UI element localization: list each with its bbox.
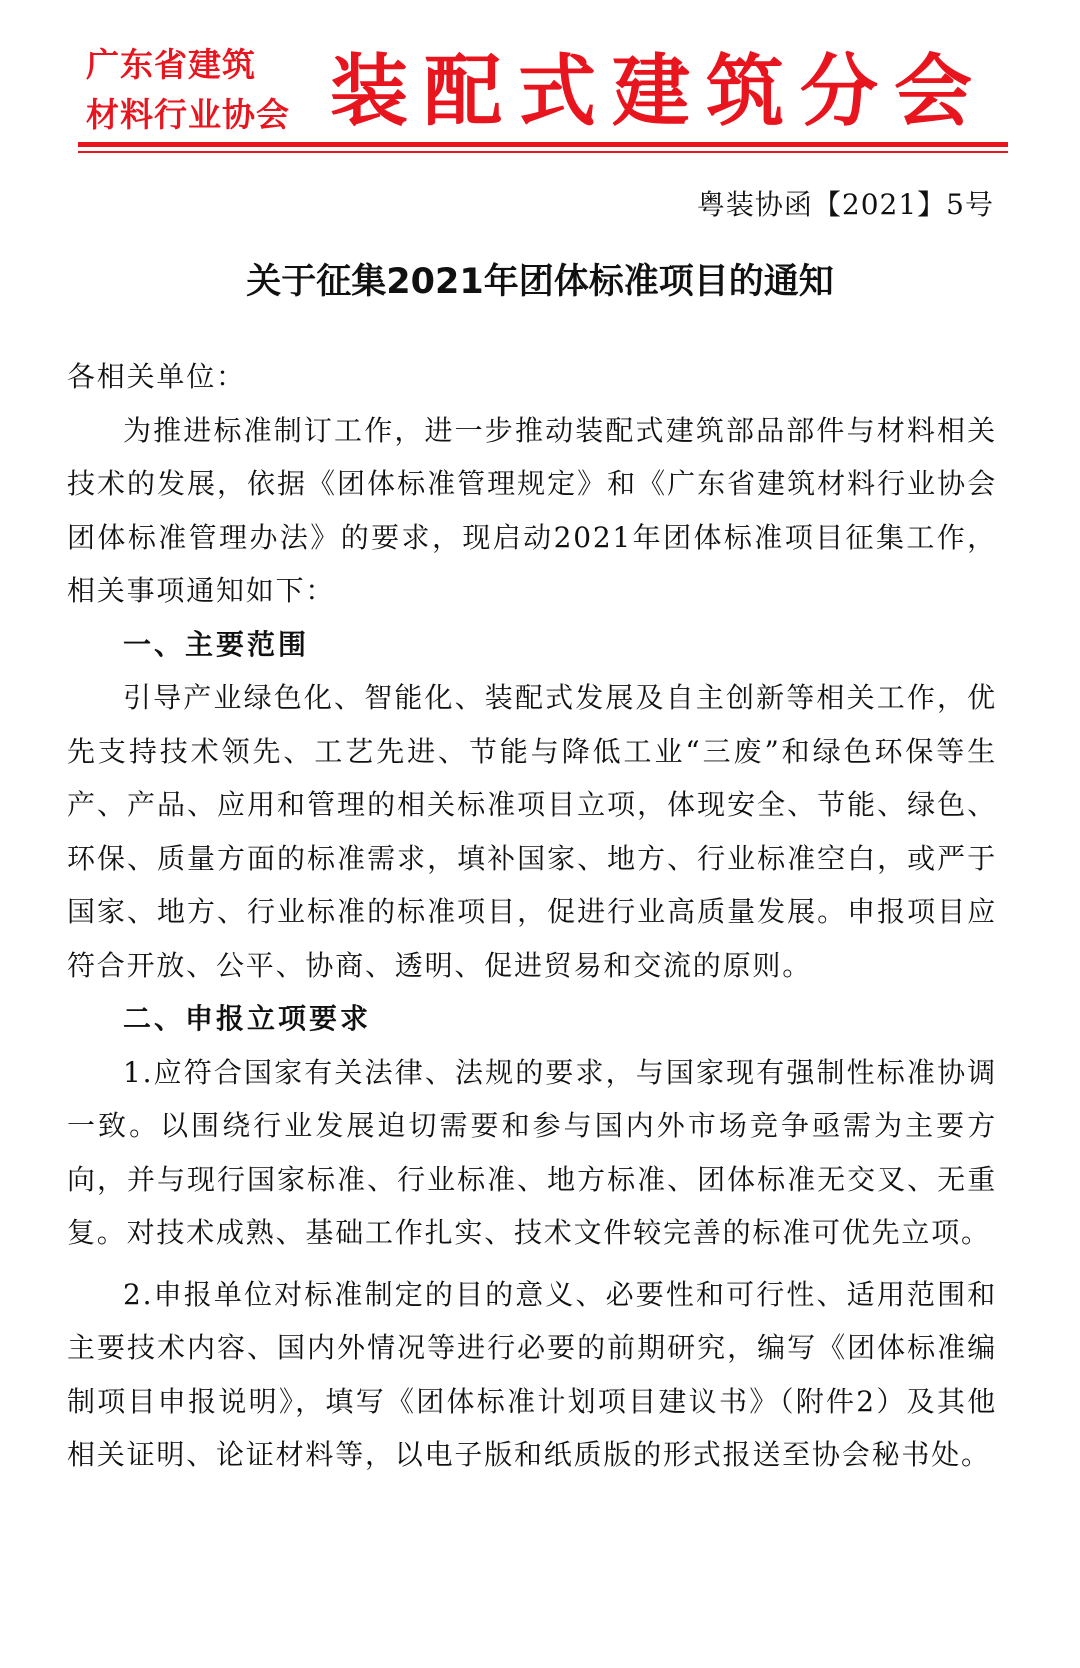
letterhead-org-line2: 材料行业协会 — [86, 95, 290, 134]
letterhead-branch: 装配式建筑分会 — [330, 47, 989, 137]
intro-paragraph: 为推进标准制订工作，进一步推动装配式建筑部品部件与材料相关技术的发展，依据《团体标准管理规定》和《广东省建筑材料行业协会团体标准管理办法》的要求，现启动2021年团体标准项目征集工作，相关事项通知如下： — [67, 413, 997, 607]
letterhead-rule-thick — [78, 142, 1008, 147]
document-body — [67, 350, 997, 1482]
letterhead-org — [86, 40, 326, 140]
document-number: 粤装协函【2021】5号 — [696, 188, 994, 221]
letterhead-org-line1: 广东省建筑 — [86, 45, 256, 84]
section2-item2: 2.申报单位对标准制定的目的意义、必要性和可行性、适用范围和主要技术内容、国内外情况等进行必要的前期研究，编写《团体标准编制项目申报说明》，填写《团体标准计划项目建议书》（附件2）及其他相关证明、论证材料等，以电子版和纸质版的形式报送至协会秘书处。 — [67, 1277, 997, 1471]
section1-heading: 一、主要范围 — [123, 627, 310, 661]
section2-heading: 二、申报立项要求 — [123, 1002, 372, 1035]
letterhead-rule-thin — [78, 151, 1008, 153]
salutation: 各相关单位： — [67, 360, 246, 393]
section2-item1: 1.应符合国家有关法律、法规的要求，与国家现有强制性标准协调一致。以围绕行业发展迫切需要和参与国内外市场竞争亟需为主要方向，并与现行国家标准、行业标准、地方标准、团体标准无交叉、无重复。对技术成熟、基础工作扎实、技术文件较完善的标准可优先立项。 — [67, 1055, 997, 1249]
document-title: 关于征集2021年团体标准项目的通知 — [246, 262, 834, 302]
section1-paragraph: 引导产业绿色化、智能化、装配式发展及自主创新等相关工作，优先支持技术领先、工艺先进、节能与降低工业“三废”和绿色环保等生产、产品、应用和管理的相关标准项目立项，体现安全、节能、绿色、环保、质量方面的标准需求，填补国家、地方、行业标准空白，或严于国家、地方、行业标准的标准项目，促进行业高质量发展。申报项目应符合开放、公平、协商、透明、促进贸易和交流的原则。 — [67, 681, 997, 982]
